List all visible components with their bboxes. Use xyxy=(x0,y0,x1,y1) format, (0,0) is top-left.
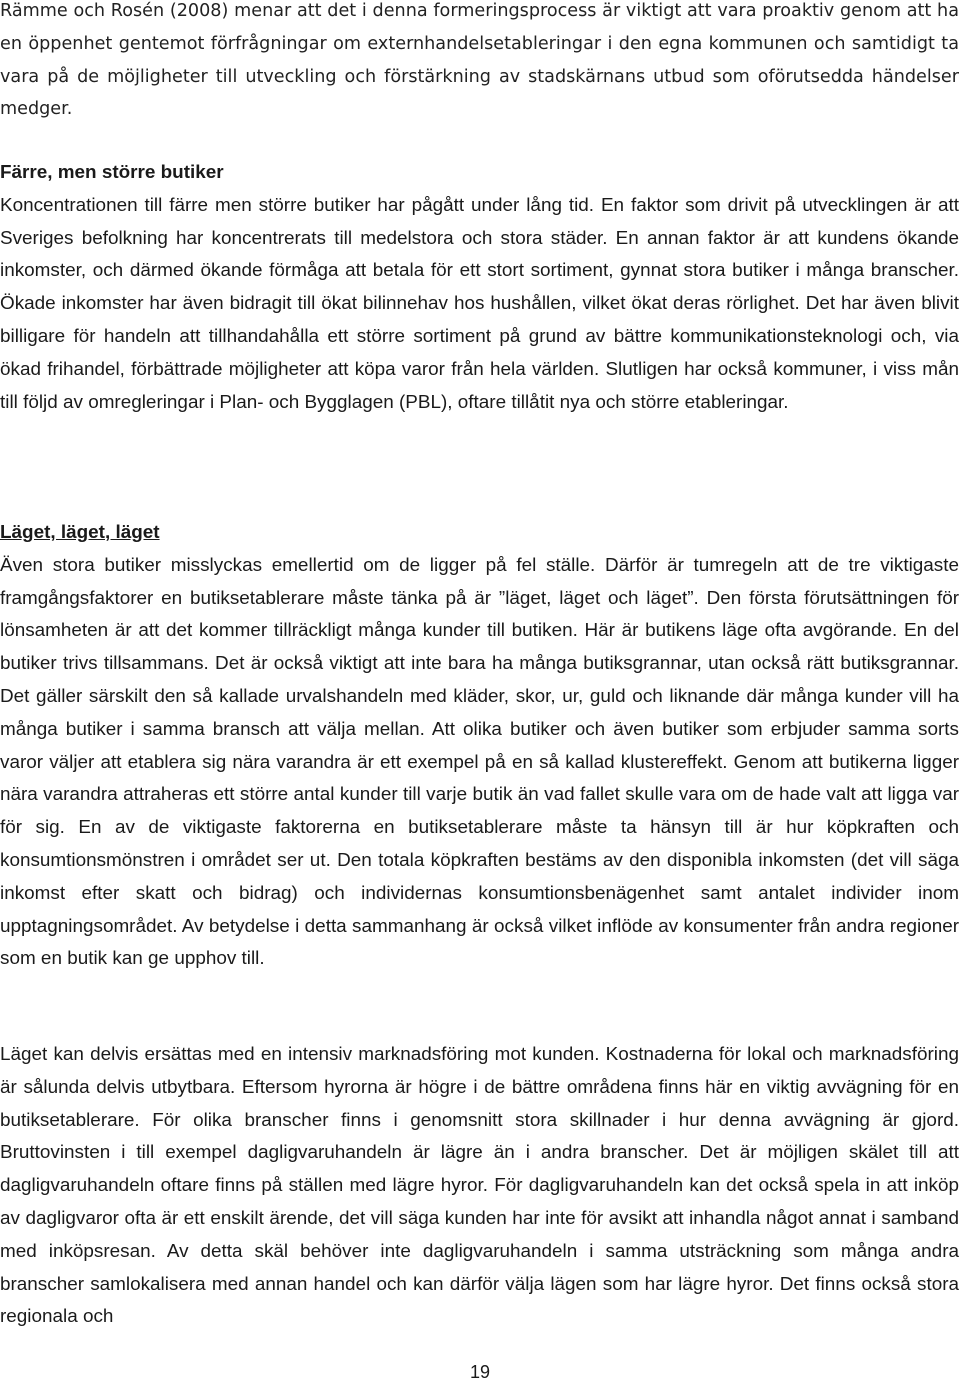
section-paragraph: Läget kan delvis ersättas med en intensiv marknadsföring mot kunden. Kostnaderna för lokal och marknadsföring är sålunda delvis utbytbara. Eftersom hyrorna är högre i de bättre områdena finns här en viktig avvägning för en butiksetablerare. För olika branscher finns i genomsnitt stora skillnader i hur denna avvägning är gjord. Bruttovinsten i till exempel dagligvaruhandeln är lägre än i andra branscher. Det är möjligen skälet till att dagligvaruhandeln oftare finns på ställen med lägre hyror. För dagligvaruhandeln kan det också spela in att inköp av dagligvaror ofta är ett enskilt ärende, det vill säga kunden har inte för avsikt att inhandla något annat i samband med inköpsresan. Av detta skäl behöver inte dagligvaruhandeln i samma utsträckning som många andra branscher samlokalisera med annan handel och kan därför välja lägen som har lägre hyror. Det finns också stora regionala och xyxy=(0,1044,959,1328)
section-paragraph: Koncentrationen till färre men större butiker har pågått under lång tid. En faktor som drivit på utvecklingen är att Sveriges befolkning har koncentrerats till medelstora och stora städer. En annan faktor är att kundens ökande inkomster, och därmed ökande förmåga att betala för ett stort sortiment, gynnat stora butiker i många branscher. Ökade inkomster har även bidragit till ökat bilinnehav hos hushållen, vilket ökat deras rörlighet. Det har även blivit billigare för handeln att tillhandahålla ett större sortiment på grund av bättre kommunikationsteknologi och, via ökad frihandel, förbättrade möjligheter att köpa varor från hela världen. Slutligen har också kommuner, i viss mån till följd av omregleringar i Plan- och Bygglagen (PBL), oftare tillåtit nya och större etableringar. xyxy=(0,194,959,413)
section-heading: Färre, men större butiker xyxy=(0,162,224,183)
section-laget-laget-laget xyxy=(0,517,959,976)
section-laget-marknadsforing xyxy=(0,1039,959,1334)
section-heading: Läget, läget, läget xyxy=(0,522,160,543)
intro-paragraph: Rämme och Rosén (2008) menar att det i denna formeringsprocess är viktigt att vara proaktiv genom att ha en öppenhet gentemot förfrågningar om externhandelsetableringar i den egna kommunen och samtidigt ta vara på de möjligheter till utveckling och förstärkning av stadskärnans utbud som oförutsedda händelser medger. xyxy=(0,1,959,120)
section-paragraph: Även stora butiker misslyckas emellertid om de ligger på fel ställe. Därför är tumregeln att de tre viktigaste framgångsfaktorer en butiksetablerare måste tänka på är ”läget, läget och läget”. Den första förutsättningen för lönsamheten är att det kommer tillräckligt många kunder till butiken. Här är butikens läge ofta avgörande. En del butiker trivs tillsammans. Det är också viktigt att inte bara ha många butiksgrannar, utan också rätt butiksgrannar. Det gäller särskilt den så kallade urvalshandeln med kläder, skor, ur, guld och liknande där många kunder vill ha många butiker i samma bransch att välja mellan. Att olika butiker och även butiker som erbjuder samma sorts varor väljer att etablera sig nära varandra är ett exempel på en så kallad klustereffekt. Genom att butikerna ligger nära varandra attraheras ett större antal kunder till varje butik än vad fallet skulle vara om de hade valt att ligga var för sig. En av de viktigaste faktorerna en butiksetablerare måste ta hänsyn till är hur köpkraften och konsumtionsmönstren i området ser ut. Den totala köpkraften bestäms av den disponibla inkomsten (det vill säga inkomst efter skatt och bidrag) och individernas konsumtionsbenägenhet samt antalet individer inom upptagningsområdet. Av betydelse i detta sammanhang är också vilket inflöde av konsumenter från andra regioner som en butik kan ge upphov till. xyxy=(0,554,959,970)
section-farre-men-storre-butiker xyxy=(0,157,959,419)
page-number: 19 xyxy=(469,1362,491,1382)
